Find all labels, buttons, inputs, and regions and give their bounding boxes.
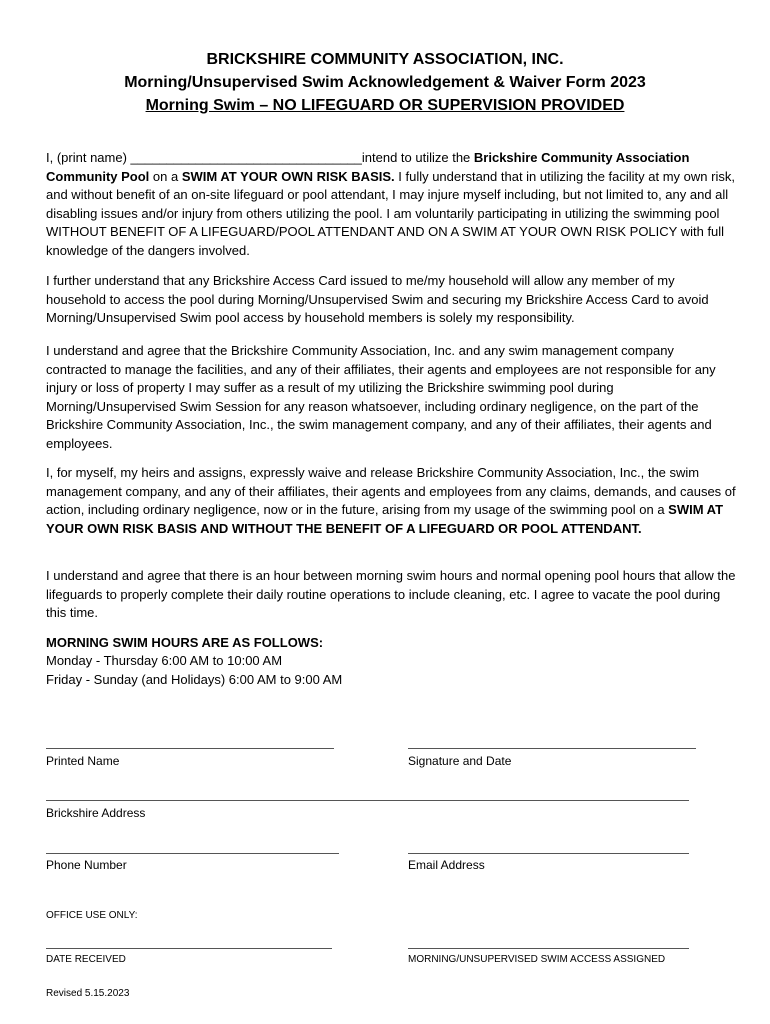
email-line[interactable] bbox=[408, 853, 689, 854]
phone-label: Phone Number bbox=[46, 858, 127, 872]
signature-date-label: Signature and Date bbox=[408, 754, 512, 768]
date-received-line[interactable] bbox=[46, 948, 332, 949]
date-received-label: DATE RECEIVED bbox=[46, 954, 126, 965]
email-label: Email Address bbox=[408, 858, 485, 872]
address-label: Brickshire Address bbox=[46, 806, 146, 820]
p1-bold-1: Brickshire Community Association Community Pool bbox=[46, 150, 690, 184]
p1-text-3: I fully understand that in utilizing the facility at my own risk, and without benefit of an on-site lifeguard or pool attendant, I may injure myself including, but not limited to, any and all disabling issues and/or injury from others utilizing the pool. I am voluntarily participating in utilizing the swimming pool WITHOUT BENEFIT OF A LIFEGUARD/POOL ATTENDANT AND ON A SWIM AT YOUR OWN RISK POLICY with full knowledge of the dangers involved. bbox=[46, 168, 735, 258]
p1-text-2: on a bbox=[149, 168, 182, 184]
phone-line[interactable] bbox=[46, 853, 339, 854]
office-use-heading: OFFICE USE ONLY: bbox=[46, 910, 138, 921]
access-assigned-label: MORNING/UNSUPERVISED SWIM ACCESS ASSIGNED bbox=[408, 954, 666, 965]
swim-hours-weekday: Monday - Thursday 6:00 AM to 10:00 AM bbox=[46, 653, 283, 669]
paragraph-vacate: I understand and agree that there is an hour between morning swim hours and normal opening pool hours that allow the lifeguards to properly complete their daily routine operations to include cleaning, etc. I agree to vacate the pool during this time. bbox=[46, 568, 736, 621]
p4-text-1: I, for myself, my heirs and assigns, expressly waive and release Brickshire Community Association, Inc., the swim management company, and any of their affiliates, their agents and employees from any claims, demands, and causes of action, including ordinary negligence, now or in the future, arising from my usage of the swimming pool on a bbox=[46, 465, 736, 518]
paragraph-acknowledgement bbox=[46, 149, 736, 261]
printed-name-label: Printed Name bbox=[46, 754, 120, 768]
organization-title: BRICKSHIRE COMMUNITY ASSOCIATION, INC. bbox=[206, 51, 564, 68]
swim-hours bbox=[46, 634, 342, 689]
revision-date: Revised 5.15.2023 bbox=[46, 988, 130, 999]
paragraph-liability: I understand and agree that the Brickshire Community Association, Inc. and any swim management company contracted to manage the facilities, and any of their affiliates, their agents and employees are not responsible for any injury or loss of property I may suffer as a result of my utilizing the Brickshire swimming pool during Morning/Unsupervised Swim Session for any reason whatsoever, including ordinary negligence, on the part of the Brickshire Community Association, Inc., the swim management company, and any of their affiliates, their agents and employees. bbox=[46, 343, 716, 451]
p1-text-1: I, (print name) ________________________________intend to utilize the bbox=[46, 150, 474, 165]
form-title: Morning/Unsupervised Swim Acknowledgement & Waiver Form 2023 bbox=[124, 74, 646, 91]
paragraph-waiver bbox=[46, 464, 736, 538]
paragraph-access-card: I further understand that any Brickshire Access Card issued to me/my household will allow any member of my household to access the pool during Morning/Unsupervised Swim and securing my Brickshire Access Card to avoid Morning/Unsupervised Swim pool access by household members is solely my responsibility. bbox=[46, 273, 709, 326]
access-assigned-line[interactable] bbox=[408, 948, 689, 949]
p1-bold-2: SWIM AT YOUR OWN RISK BASIS. bbox=[181, 168, 395, 184]
swim-hours-heading: MORNING SWIM HOURS ARE AS FOLLOWS: bbox=[46, 635, 324, 650]
signature-date-line[interactable] bbox=[408, 748, 696, 749]
printed-name-line[interactable] bbox=[46, 748, 334, 749]
form-subtitle: Morning Swim – NO LIFEGUARD OR SUPERVISION PROVIDED bbox=[145, 97, 625, 114]
p4-bold-1: SWIM AT YOUR OWN RISK BASIS AND WITHOUT THE BENEFIT OF A LIFEGUARD OR POOL ATTENDANT. bbox=[46, 502, 724, 536]
swim-hours-weekend: Friday - Sunday (and Holidays) 6:00 AM to 9:00 AM bbox=[46, 671, 343, 687]
address-line[interactable] bbox=[46, 800, 689, 801]
